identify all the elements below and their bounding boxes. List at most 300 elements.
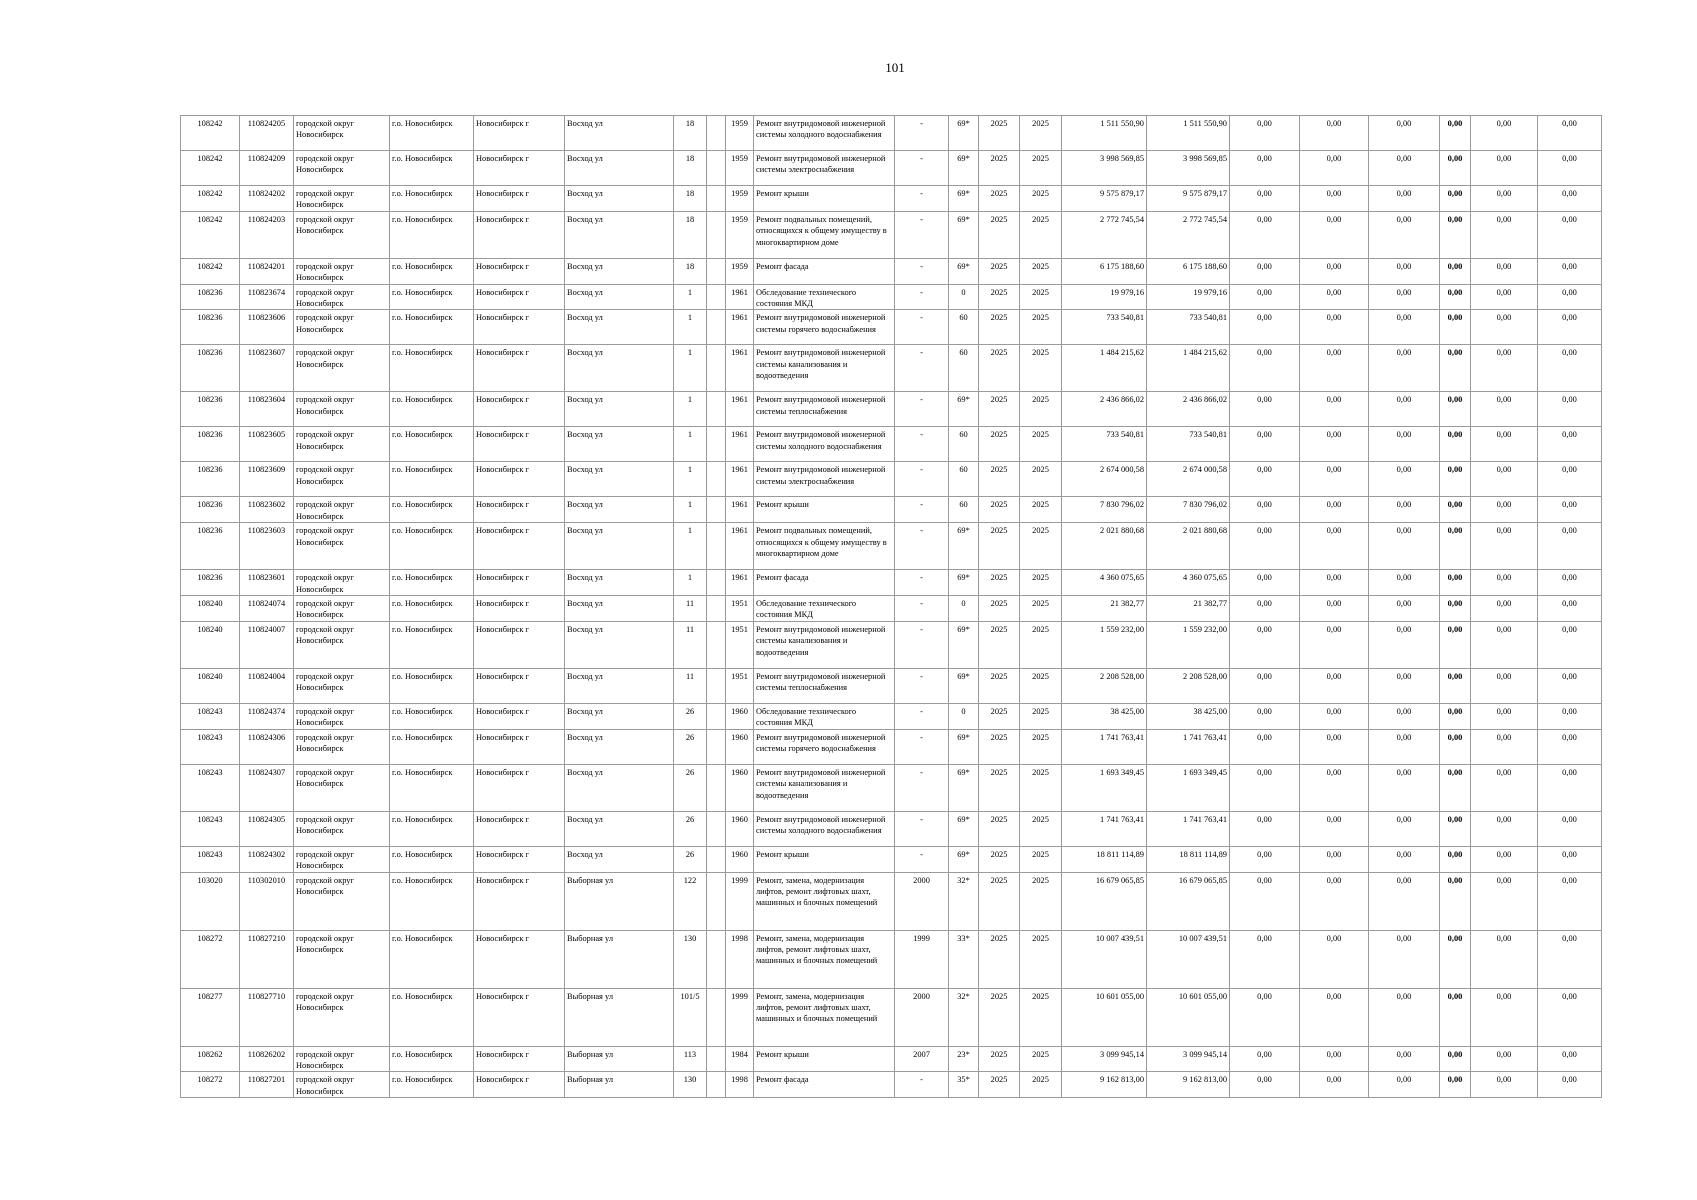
cell-v3: 0,00 [1369, 116, 1440, 151]
cell-v6: 0,00 [1538, 621, 1602, 668]
cell-house: 1 [674, 284, 707, 310]
cell-district: городской округ Новосибирск [294, 151, 390, 186]
cell-year: 1960 [726, 811, 754, 846]
cell-district: городской округ Новосибирск [294, 427, 390, 462]
cell-id: 108236 [181, 392, 240, 427]
cell-v5: 0,00 [1471, 497, 1538, 523]
cell-year: 1998 [726, 1072, 754, 1098]
cell-wear: 69* [949, 621, 979, 668]
cell-last-repair: - [895, 345, 949, 392]
cell-start: 2025 [979, 151, 1020, 186]
cell-v3: 0,00 [1369, 497, 1440, 523]
cell-cost-total: 2 208 528,00 [1062, 668, 1147, 703]
cell-cost-owners: 6 175 188,60 [1147, 258, 1230, 284]
cell-municipality: г.о. Новосибирск [390, 462, 474, 497]
table-row [181, 497, 1602, 523]
cell-municipality: г.о. Новосибирск [390, 729, 474, 764]
cell-v1: 0,00 [1230, 258, 1300, 284]
cell-code: 110824004 [240, 668, 294, 703]
cell-work: Ремонт, замена, модернизация лифтов, ремонт лифтовых шахт, машинных и блочных помещений [754, 872, 895, 930]
cell-city: Новосибирск г [474, 497, 565, 523]
cell-work: Ремонт внутридомовой инженерной системы теплоснабжения [754, 392, 895, 427]
cell-v5: 0,00 [1471, 988, 1538, 1046]
cell-street: Восход ул [565, 427, 674, 462]
cell-v2: 0,00 [1300, 116, 1369, 151]
cell-v3: 0,00 [1369, 345, 1440, 392]
cell-id: 108236 [181, 497, 240, 523]
cell-v6: 0,00 [1538, 668, 1602, 703]
cell-v3: 0,00 [1369, 811, 1440, 846]
cell-building [707, 930, 726, 988]
cell-cost-owners: 4 360 075,65 [1147, 570, 1230, 596]
cell-cost-total: 19 979,16 [1062, 284, 1147, 310]
cell-city: Новосибирск г [474, 729, 565, 764]
cell-house: 130 [674, 1072, 707, 1098]
cell-v4: 0,00 [1440, 988, 1471, 1046]
cell-building [707, 764, 726, 811]
cell-end: 2025 [1020, 462, 1062, 497]
cell-year: 1999 [726, 872, 754, 930]
cell-v6: 0,00 [1538, 930, 1602, 988]
cell-end: 2025 [1020, 846, 1062, 872]
cell-end: 2025 [1020, 703, 1062, 729]
cell-work: Ремонт внутридомовой инженерной системы холодного водоснабжения [754, 116, 895, 151]
cell-id: 108242 [181, 186, 240, 212]
table-row [181, 427, 1602, 462]
cell-start: 2025 [979, 258, 1020, 284]
cell-municipality: г.о. Новосибирск [390, 930, 474, 988]
cell-wear: 69* [949, 811, 979, 846]
cell-city: Новосибирск г [474, 116, 565, 151]
cell-building [707, 570, 726, 596]
cell-end: 2025 [1020, 186, 1062, 212]
cell-district: городской округ Новосибирск [294, 116, 390, 151]
cell-city: Новосибирск г [474, 284, 565, 310]
cell-end: 2025 [1020, 310, 1062, 345]
cell-cost-owners: 38 425,00 [1147, 703, 1230, 729]
cell-street: Восход ул [565, 668, 674, 703]
cell-wear: 69* [949, 211, 979, 258]
cell-cost-total: 733 540,81 [1062, 427, 1147, 462]
cell-year: 1961 [726, 392, 754, 427]
cell-street: Восход ул [565, 621, 674, 668]
cell-work: Ремонт внутридомовой инженерной системы канализования и водоотведения [754, 764, 895, 811]
cell-wear: 69* [949, 186, 979, 212]
table-row [181, 703, 1602, 729]
cell-end: 2025 [1020, 729, 1062, 764]
cell-building [707, 284, 726, 310]
cell-year: 1960 [726, 729, 754, 764]
cell-last-repair: - [895, 570, 949, 596]
cell-id: 108236 [181, 284, 240, 310]
cell-start: 2025 [979, 811, 1020, 846]
cell-municipality: г.о. Новосибирск [390, 284, 474, 310]
cell-street: Восход ул [565, 211, 674, 258]
cell-year: 1959 [726, 186, 754, 212]
cell-id: 108236 [181, 427, 240, 462]
cell-cost-total: 2 772 745,54 [1062, 211, 1147, 258]
cell-v2: 0,00 [1300, 930, 1369, 988]
cell-cost-owners: 9 162 813,00 [1147, 1072, 1230, 1098]
cell-house: 113 [674, 1046, 707, 1072]
cell-city: Новосибирск г [474, 462, 565, 497]
cell-v6: 0,00 [1538, 1072, 1602, 1098]
table-row [181, 462, 1602, 497]
cell-v4: 0,00 [1440, 427, 1471, 462]
cell-work: Ремонт фасада [754, 258, 895, 284]
cell-v3: 0,00 [1369, 988, 1440, 1046]
cell-house: 1 [674, 523, 707, 570]
cell-last-repair: - [895, 151, 949, 186]
cell-house: 26 [674, 846, 707, 872]
cell-start: 2025 [979, 284, 1020, 310]
cell-code: 110824307 [240, 764, 294, 811]
cell-cost-total: 4 360 075,65 [1062, 570, 1147, 596]
cell-v4: 0,00 [1440, 930, 1471, 988]
cell-municipality: г.о. Новосибирск [390, 392, 474, 427]
cell-v5: 0,00 [1471, 284, 1538, 310]
cell-building [707, 596, 726, 622]
cell-house: 1 [674, 497, 707, 523]
cell-v3: 0,00 [1369, 284, 1440, 310]
table-row [181, 811, 1602, 846]
cell-last-repair: 1999 [895, 930, 949, 988]
cell-house: 18 [674, 116, 707, 151]
cell-year: 1960 [726, 703, 754, 729]
cell-city: Новосибирск г [474, 1046, 565, 1072]
cell-code: 110824203 [240, 211, 294, 258]
cell-municipality: г.о. Новосибирск [390, 497, 474, 523]
cell-v3: 0,00 [1369, 668, 1440, 703]
cell-end: 2025 [1020, 211, 1062, 258]
cell-building [707, 462, 726, 497]
cell-end: 2025 [1020, 668, 1062, 703]
cell-city: Новосибирск г [474, 846, 565, 872]
cell-district: городской округ Новосибирск [294, 1046, 390, 1072]
cell-v1: 0,00 [1230, 284, 1300, 310]
cell-v3: 0,00 [1369, 621, 1440, 668]
cell-house: 101/5 [674, 988, 707, 1046]
cell-cost-owners: 733 540,81 [1147, 310, 1230, 345]
cell-cost-owners: 1 693 349,45 [1147, 764, 1230, 811]
cell-cost-total: 7 830 796,02 [1062, 497, 1147, 523]
cell-v4: 0,00 [1440, 462, 1471, 497]
cell-year: 1959 [726, 116, 754, 151]
cell-district: городской округ Новосибирск [294, 621, 390, 668]
cell-last-repair: 2000 [895, 988, 949, 1046]
cell-v3: 0,00 [1369, 462, 1440, 497]
cell-cost-owners: 2 208 528,00 [1147, 668, 1230, 703]
cell-building [707, 427, 726, 462]
cell-code: 110823604 [240, 392, 294, 427]
cell-v2: 0,00 [1300, 1046, 1369, 1072]
cell-v3: 0,00 [1369, 930, 1440, 988]
cell-v2: 0,00 [1300, 211, 1369, 258]
cell-cost-total: 2 021 880,68 [1062, 523, 1147, 570]
cell-wear: 0 [949, 284, 979, 310]
cell-year: 1961 [726, 570, 754, 596]
cell-last-repair: - [895, 258, 949, 284]
cell-city: Новосибирск г [474, 186, 565, 212]
cell-v2: 0,00 [1300, 872, 1369, 930]
cell-last-repair: - [895, 668, 949, 703]
cell-code: 110823674 [240, 284, 294, 310]
cell-wear: 69* [949, 846, 979, 872]
cell-end: 2025 [1020, 151, 1062, 186]
cell-end: 2025 [1020, 570, 1062, 596]
cell-house: 11 [674, 668, 707, 703]
cell-start: 2025 [979, 116, 1020, 151]
cell-start: 2025 [979, 729, 1020, 764]
cell-end: 2025 [1020, 811, 1062, 846]
cell-v2: 0,00 [1300, 811, 1369, 846]
cell-v3: 0,00 [1369, 570, 1440, 596]
cell-cost-owners: 10 007 439,51 [1147, 930, 1230, 988]
cell-wear: 60 [949, 427, 979, 462]
cell-v1: 0,00 [1230, 186, 1300, 212]
cell-last-repair: - [895, 462, 949, 497]
cell-cost-total: 38 425,00 [1062, 703, 1147, 729]
cell-end: 2025 [1020, 345, 1062, 392]
cell-start: 2025 [979, 427, 1020, 462]
cell-v4: 0,00 [1440, 211, 1471, 258]
cell-last-repair: - [895, 764, 949, 811]
cell-code: 110824374 [240, 703, 294, 729]
cell-id: 108243 [181, 846, 240, 872]
cell-v2: 0,00 [1300, 764, 1369, 811]
cell-id: 108243 [181, 764, 240, 811]
cell-v5: 0,00 [1471, 427, 1538, 462]
cell-v3: 0,00 [1369, 764, 1440, 811]
cell-municipality: г.о. Новосибирск [390, 310, 474, 345]
cell-city: Новосибирск г [474, 523, 565, 570]
cell-street: Восход ул [565, 258, 674, 284]
cell-code: 110824205 [240, 116, 294, 151]
cell-v1: 0,00 [1230, 729, 1300, 764]
cell-year: 1960 [726, 846, 754, 872]
cell-last-repair: - [895, 729, 949, 764]
cell-v5: 0,00 [1471, 392, 1538, 427]
cell-work: Ремонт крыши [754, 1046, 895, 1072]
cell-cost-owners: 10 601 055,00 [1147, 988, 1230, 1046]
cell-start: 2025 [979, 211, 1020, 258]
cell-work: Обследование технического состояния МКД [754, 284, 895, 310]
cell-year: 1951 [726, 621, 754, 668]
cell-v5: 0,00 [1471, 211, 1538, 258]
cell-wear: 60 [949, 497, 979, 523]
cell-last-repair: - [895, 811, 949, 846]
cell-cost-owners: 2 674 000,58 [1147, 462, 1230, 497]
cell-v1: 0,00 [1230, 310, 1300, 345]
cell-v1: 0,00 [1230, 621, 1300, 668]
cell-id: 108243 [181, 703, 240, 729]
cell-v3: 0,00 [1369, 427, 1440, 462]
cell-last-repair: - [895, 846, 949, 872]
cell-v3: 0,00 [1369, 211, 1440, 258]
cell-v5: 0,00 [1471, 811, 1538, 846]
cell-v6: 0,00 [1538, 497, 1602, 523]
cell-wear: 0 [949, 703, 979, 729]
cell-city: Новосибирск г [474, 211, 565, 258]
cell-municipality: г.о. Новосибирск [390, 1046, 474, 1072]
cell-cost-owners: 19 979,16 [1147, 284, 1230, 310]
cell-work: Ремонт внутридомовой инженерной системы горячего водоснабжения [754, 729, 895, 764]
cell-house: 1 [674, 392, 707, 427]
cell-v2: 0,00 [1300, 523, 1369, 570]
table-body [181, 116, 1602, 1098]
cell-v2: 0,00 [1300, 186, 1369, 212]
cell-cost-total: 2 674 000,58 [1062, 462, 1147, 497]
cell-start: 2025 [979, 497, 1020, 523]
cell-last-repair: - [895, 596, 949, 622]
cell-v3: 0,00 [1369, 258, 1440, 284]
cell-district: городской округ Новосибирск [294, 258, 390, 284]
cell-municipality: г.о. Новосибирск [390, 116, 474, 151]
cell-house: 26 [674, 729, 707, 764]
cell-v4: 0,00 [1440, 1046, 1471, 1072]
cell-v5: 0,00 [1471, 764, 1538, 811]
cell-street: Восход ул [565, 392, 674, 427]
cell-street: Восход ул [565, 596, 674, 622]
cell-v2: 0,00 [1300, 846, 1369, 872]
table-row [181, 523, 1602, 570]
cell-code: 110823607 [240, 345, 294, 392]
cell-cost-total: 18 811 114,89 [1062, 846, 1147, 872]
cell-street: Восход ул [565, 703, 674, 729]
cell-building [707, 703, 726, 729]
cell-v1: 0,00 [1230, 1046, 1300, 1072]
cell-city: Новосибирск г [474, 1072, 565, 1098]
cell-id: 108236 [181, 462, 240, 497]
cell-city: Новосибирск г [474, 811, 565, 846]
cell-id: 103020 [181, 872, 240, 930]
cell-cost-owners: 1 559 232,00 [1147, 621, 1230, 668]
cell-cost-total: 733 540,81 [1062, 310, 1147, 345]
cell-work: Ремонт, замена, модернизация лифтов, ремонт лифтовых шахт, машинных и блочных помещений [754, 930, 895, 988]
cell-street: Восход ул [565, 523, 674, 570]
cell-v2: 0,00 [1300, 703, 1369, 729]
cell-end: 2025 [1020, 116, 1062, 151]
cell-id: 108277 [181, 988, 240, 1046]
cell-building [707, 497, 726, 523]
cell-cost-total: 10 601 055,00 [1062, 988, 1147, 1046]
cell-v1: 0,00 [1230, 988, 1300, 1046]
cell-start: 2025 [979, 764, 1020, 811]
table-row [181, 764, 1602, 811]
cell-id: 108242 [181, 151, 240, 186]
table-row [181, 1046, 1602, 1072]
cell-v5: 0,00 [1471, 668, 1538, 703]
cell-last-repair: - [895, 211, 949, 258]
cell-municipality: г.о. Новосибирск [390, 846, 474, 872]
cell-cost-total: 16 679 065,85 [1062, 872, 1147, 930]
cell-year: 1951 [726, 596, 754, 622]
cell-end: 2025 [1020, 621, 1062, 668]
cell-municipality: г.о. Новосибирск [390, 621, 474, 668]
cell-end: 2025 [1020, 596, 1062, 622]
cell-code: 110302010 [240, 872, 294, 930]
cell-code: 110823601 [240, 570, 294, 596]
cell-building [707, 621, 726, 668]
cell-v5: 0,00 [1471, 258, 1538, 284]
cell-wear: 23* [949, 1046, 979, 1072]
cell-city: Новосибирск г [474, 392, 565, 427]
cell-cost-owners: 2 772 745,54 [1147, 211, 1230, 258]
cell-v3: 0,00 [1369, 186, 1440, 212]
cell-work: Ремонт фасада [754, 570, 895, 596]
cell-v1: 0,00 [1230, 497, 1300, 523]
cell-wear: 60 [949, 345, 979, 392]
cell-street: Восход ул [565, 811, 674, 846]
cell-work: Ремонт крыши [754, 186, 895, 212]
cell-end: 2025 [1020, 1046, 1062, 1072]
cell-v3: 0,00 [1369, 1072, 1440, 1098]
cell-v2: 0,00 [1300, 1072, 1369, 1098]
cell-v6: 0,00 [1538, 186, 1602, 212]
cell-house: 122 [674, 872, 707, 930]
cell-start: 2025 [979, 186, 1020, 212]
cell-street: Выборная ул [565, 1046, 674, 1072]
cell-cost-owners: 7 830 796,02 [1147, 497, 1230, 523]
cell-wear: 69* [949, 258, 979, 284]
cell-v5: 0,00 [1471, 1046, 1538, 1072]
cell-work: Ремонт фасада [754, 1072, 895, 1098]
cell-id: 108236 [181, 310, 240, 345]
cell-v5: 0,00 [1471, 729, 1538, 764]
cell-code: 110824305 [240, 811, 294, 846]
cell-v2: 0,00 [1300, 392, 1369, 427]
cell-end: 2025 [1020, 392, 1062, 427]
cell-start: 2025 [979, 988, 1020, 1046]
cell-wear: 0 [949, 596, 979, 622]
cell-code: 110823603 [240, 523, 294, 570]
cell-year: 1961 [726, 427, 754, 462]
table-row [181, 116, 1602, 151]
cell-city: Новосибирск г [474, 345, 565, 392]
cell-last-repair: - [895, 284, 949, 310]
cell-year: 1961 [726, 497, 754, 523]
cell-building [707, 345, 726, 392]
cell-work: Ремонт внутридомовой инженерной системы канализования и водоотведения [754, 345, 895, 392]
cell-v4: 0,00 [1440, 621, 1471, 668]
cell-year: 1998 [726, 930, 754, 988]
cell-v4: 0,00 [1440, 872, 1471, 930]
cell-v5: 0,00 [1471, 151, 1538, 186]
cell-start: 2025 [979, 345, 1020, 392]
cell-code: 110826202 [240, 1046, 294, 1072]
cell-start: 2025 [979, 596, 1020, 622]
cell-code: 110827201 [240, 1072, 294, 1098]
cell-cost-total: 21 382,77 [1062, 596, 1147, 622]
cell-v2: 0,00 [1300, 497, 1369, 523]
cell-v1: 0,00 [1230, 930, 1300, 988]
cell-end: 2025 [1020, 764, 1062, 811]
cell-v4: 0,00 [1440, 596, 1471, 622]
cell-v6: 0,00 [1538, 116, 1602, 151]
cell-start: 2025 [979, 1072, 1020, 1098]
cell-building [707, 211, 726, 258]
cell-district: городской округ Новосибирск [294, 668, 390, 703]
cell-last-repair: - [895, 392, 949, 427]
cell-wear: 69* [949, 392, 979, 427]
cell-municipality: г.о. Новосибирск [390, 258, 474, 284]
cell-start: 2025 [979, 1046, 1020, 1072]
cell-house: 18 [674, 258, 707, 284]
cell-house: 11 [674, 596, 707, 622]
cell-district: городской округ Новосибирск [294, 988, 390, 1046]
cell-work: Ремонт подвальных помещений, относящихся к общему имуществу в многоквартирном доме [754, 211, 895, 258]
cell-v2: 0,00 [1300, 668, 1369, 703]
